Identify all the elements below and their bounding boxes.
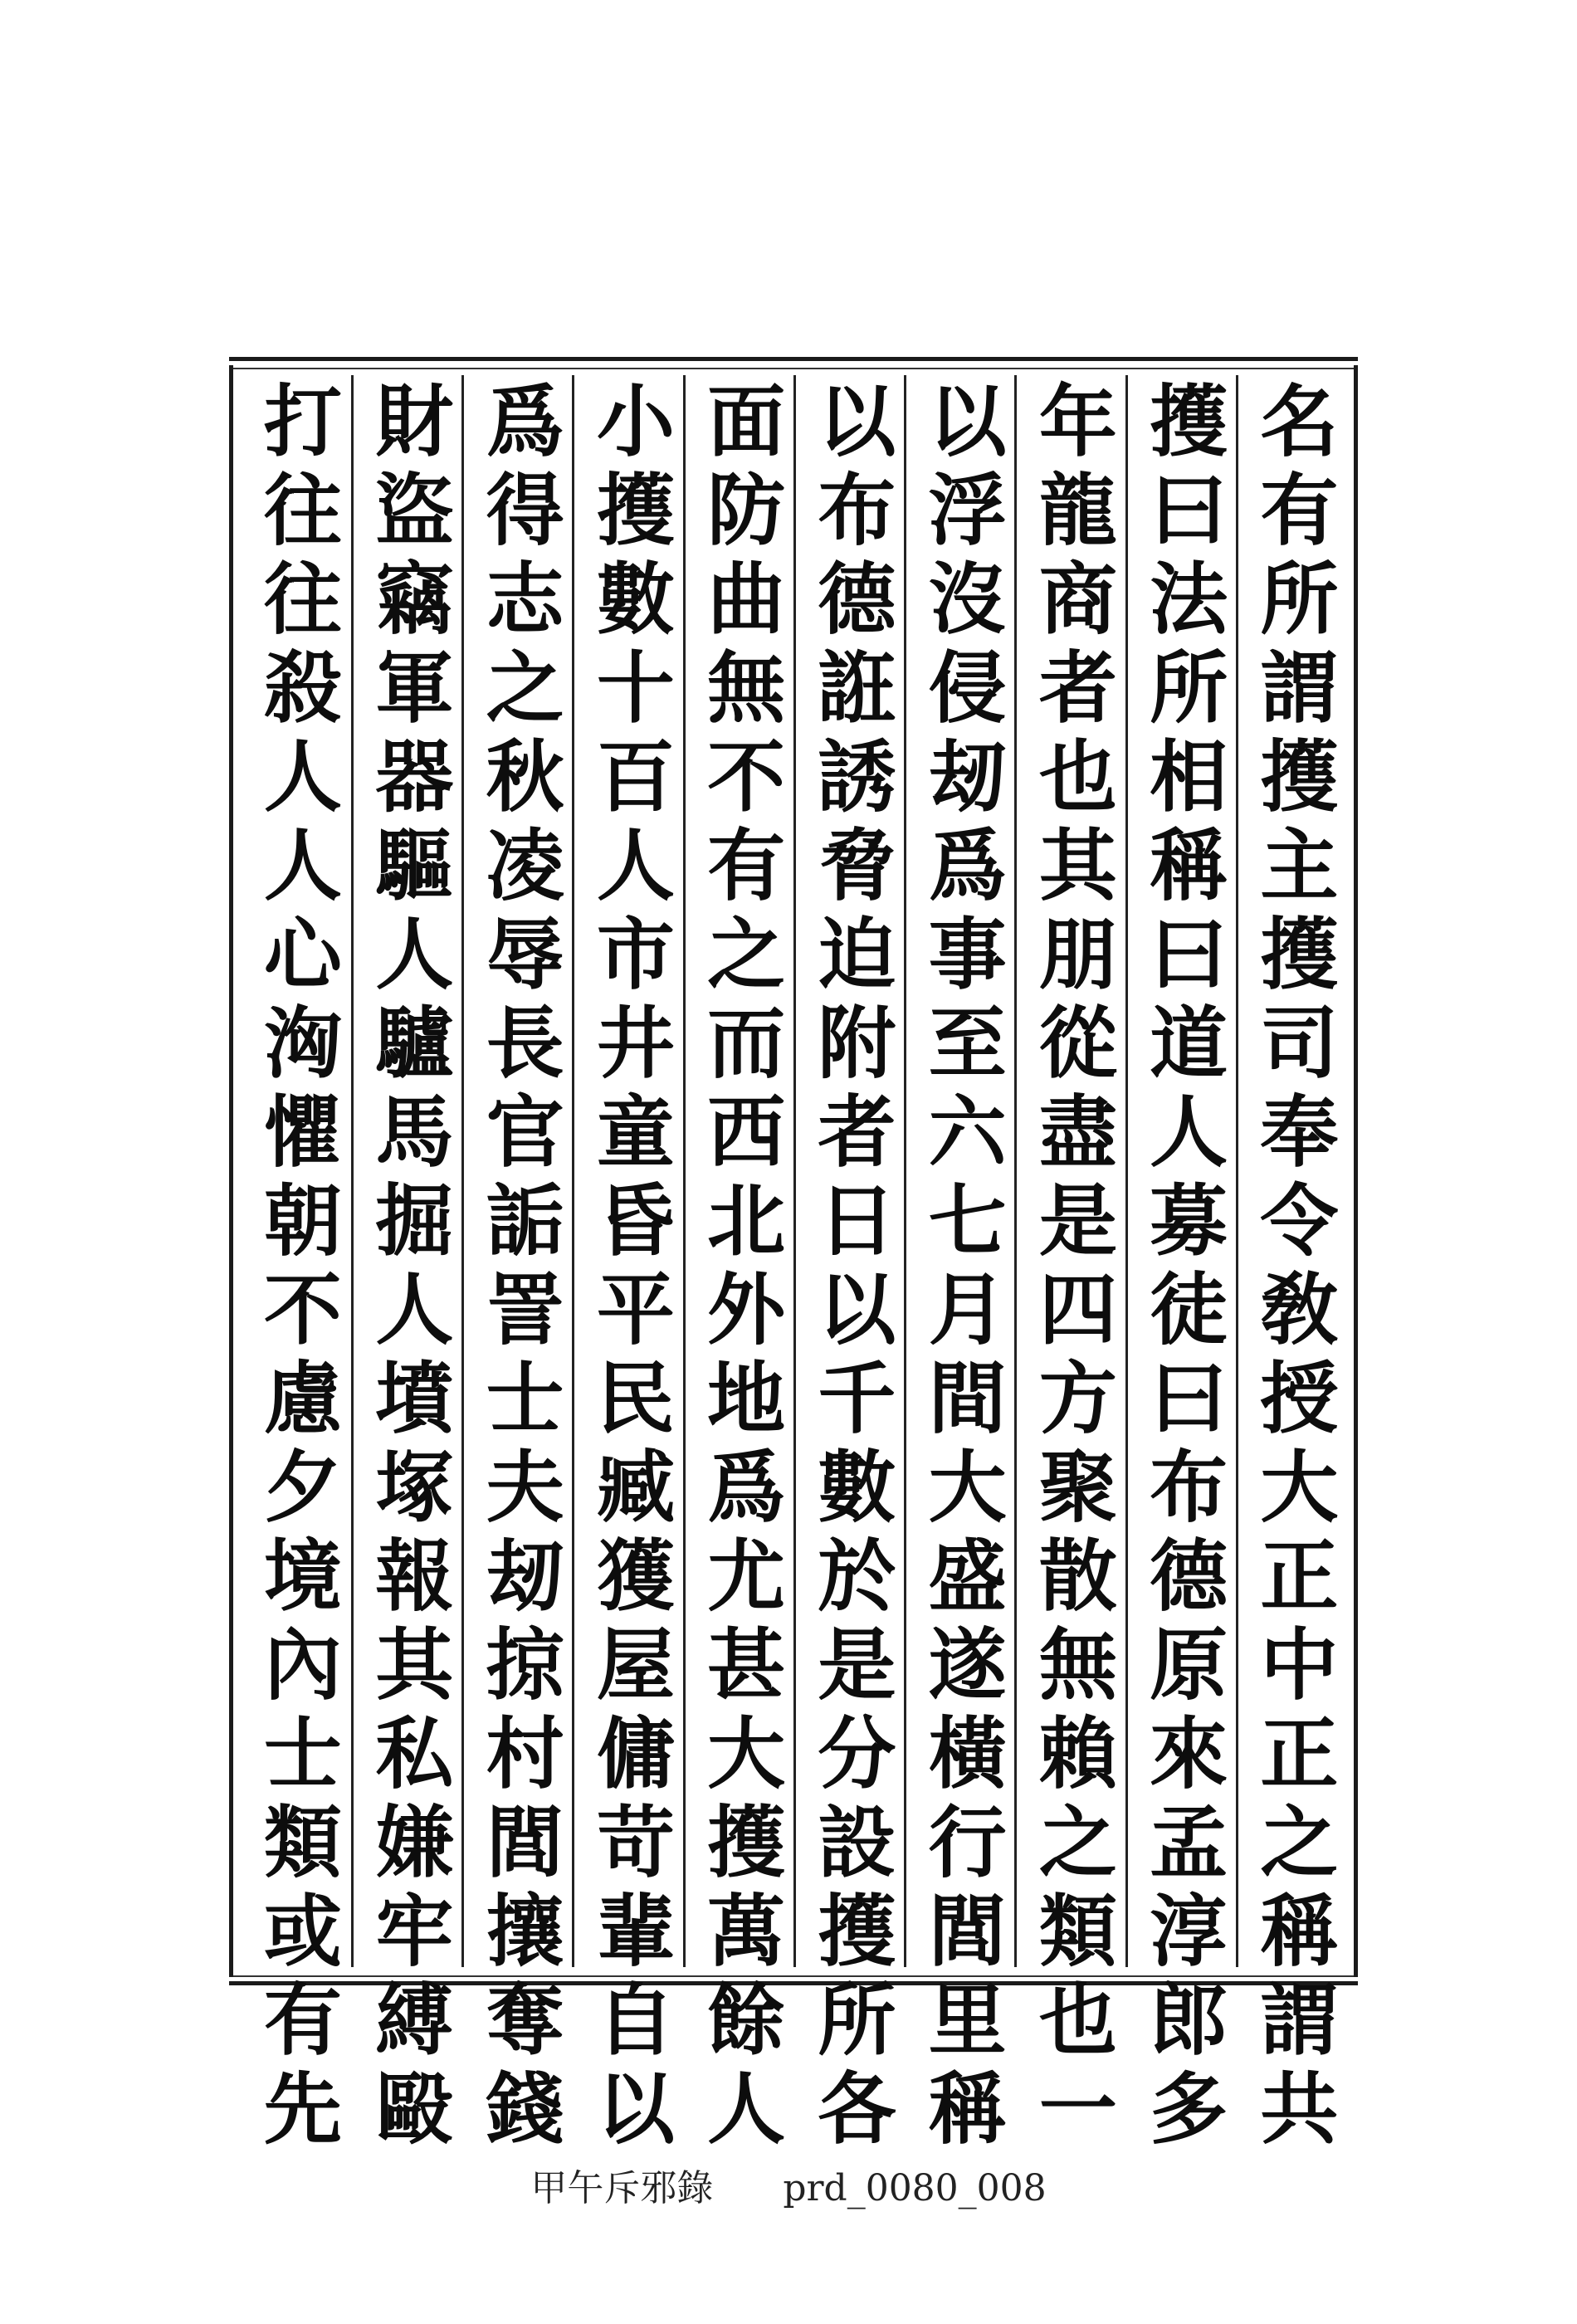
column-text: 打往往殺人人心洶懼朝不慮夕境內士類或有先 <box>250 380 342 2156</box>
text-column-6 <box>683 375 793 2156</box>
text-column-4 <box>904 375 1014 2156</box>
column-text: 爲得志之秋凌辱長官詬詈士夫刼掠村閭攘奪錢 <box>472 380 564 2156</box>
text-column-9 <box>351 375 461 2156</box>
frame-top-rule <box>229 357 1358 361</box>
text-column-2 <box>1125 375 1236 2156</box>
column-text: 名有所謂擭主擭司奉令敎授大正中正之稱謂共 <box>1246 380 1338 2156</box>
column-text: 面防曲無不有之而西北外地爲尤甚大擭萬餘人 <box>693 380 785 2156</box>
text-column-8 <box>461 375 572 2156</box>
column-text: 擭曰法所相稱曰道人募徒曰布德原來孟淳郎多 <box>1135 380 1228 2156</box>
column-text: 以浮沒侵刼爲事至六七月間大盛遂橫行閭里稱 <box>915 380 1007 2156</box>
page-caption <box>0 2158 1577 2211</box>
text-column-3 <box>1014 375 1125 2156</box>
frame-left-rule <box>229 365 233 1977</box>
text-column-10 <box>241 375 351 2156</box>
column-text: 小擭數十百人市井童昏平民臧獲屋傭苛輩自以 <box>583 380 675 2156</box>
text-column-5 <box>793 375 904 2156</box>
column-text: 年龍商者也其朋從盡是四方聚散無賴之類也一 <box>1025 380 1117 2156</box>
text-columns <box>241 375 1346 2156</box>
frame-right-rule <box>1354 365 1358 1977</box>
column-text: 以布德誑誘脅迫附者日以千數於是分設擭所各 <box>803 380 896 2156</box>
page-identifier: prd_0080_008 <box>783 2167 1047 2209</box>
text-column-1 <box>1236 375 1346 2156</box>
text-column-7 <box>572 375 682 2156</box>
column-text: 財盜竊軍器驅人驢馬掘人墳塚報其私嫌牢縛毆 <box>361 380 453 2156</box>
document-title: 甲午斥邪錄 <box>530 2167 714 2209</box>
printed-page-frame <box>229 357 1358 2156</box>
